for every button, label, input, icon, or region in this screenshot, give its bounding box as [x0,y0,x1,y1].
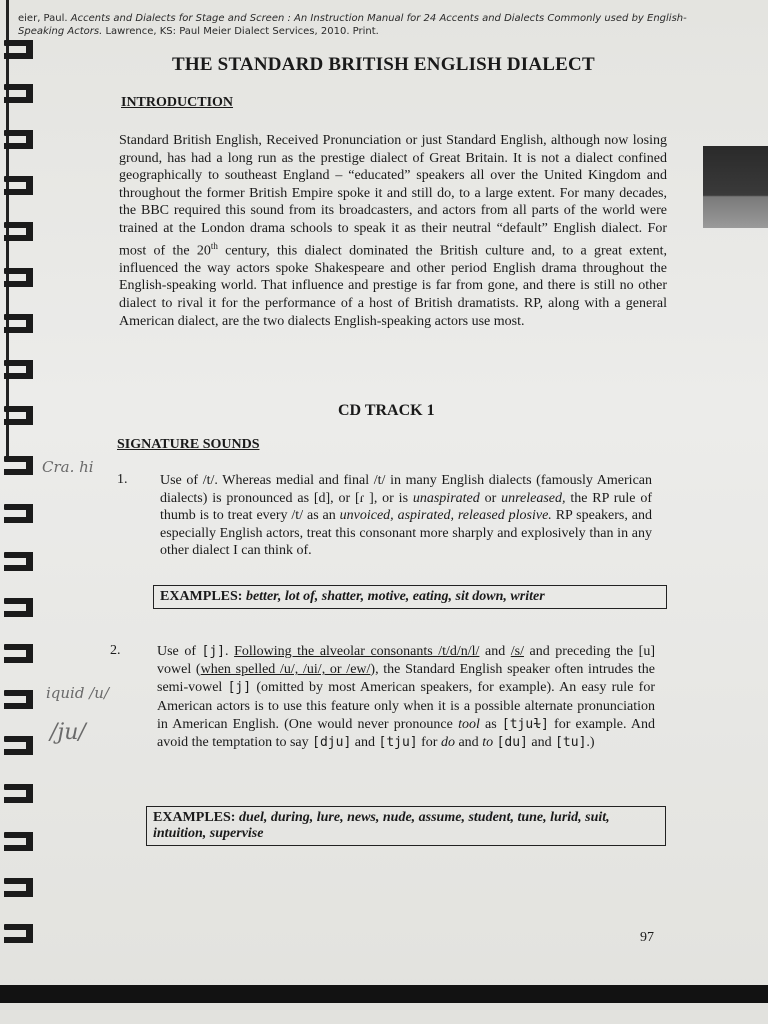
item-number: 2. [110,643,121,658]
binding-ring [4,644,36,664]
examples-box-1 [153,585,667,609]
examples-label: EXAMPLES: [153,810,236,825]
handwritten-note: iquid /u/ [46,684,109,702]
scan-bottom-edge [0,985,768,1003]
binding-ring [4,832,36,852]
page-tab-marker [703,146,768,228]
binding-ring [4,130,36,150]
cd-track-heading: CD TRACK 1 [338,402,435,419]
binding-ring [4,360,36,380]
binding-ring [4,84,36,104]
signature-sound-1-text: Use of /t/. Whereas medial and final /t/ in many English dialects (famously American dialects) is pronounced as [d], or [ɾ ], or is unaspirated or unreleased, the RP rule of thumb is to treat every /t/ as an unvoiced, aspirated, released plosive. RP speakers, and especially English actors, treat this consonant more sharply and explosively than in any other dialect I can think of. [160,473,652,559]
binding-ring [4,222,36,242]
spiral-binding [0,0,40,990]
binding-ring [4,690,36,710]
binding-ring [4,456,36,476]
binding-ring [4,40,36,60]
introduction-paragraph: Standard British English, Received Pronunciation or just Standard English, although now losing ground, has had a long run as the prestige dialect of Great Britain. It is not a dialect confined geographically to southeast England – “educated” speakers all over the United Kingdom and throughout the former British Empire spoke it and still do, to a large extent. For many decades, the BBC required this sound from its broadcasters, and actors from all parts of the world were trained at the London drama schools to speak it as their neutral “default” English dialect. For most of the 20th century, this dialect dominated the British culture and, to a great extent, influenced the way actors spoke Shakespeare and other period English drama throughout the English-speaking world. That influence and prestige is far from gone, and there is still no other dialect to rival it for the performance of a host of British dramatists. RP, along with a general American dialect, are the two dialects English-speaking actors use most. [119,133,667,329]
citation-author: eier, Paul. [18,13,68,24]
introduction-heading: INTRODUCTION [121,95,234,110]
binding-ring [4,176,36,196]
item-number: 1. [117,472,128,487]
binding-ring [4,552,36,572]
citation [18,12,718,38]
citation-book-title: Accents and Dialects for Stage and Screen : An Instruction Manual for 24 Accents and Dialects Commonly used by English-Speaking Actors. [18,13,687,37]
binding-ring [4,924,36,944]
page-number: 97 [640,930,654,945]
binding-ring [4,598,36,618]
binding-ring [4,736,36,756]
binding-ring [4,268,36,288]
binding-ring [4,504,36,524]
binding-ring [4,406,36,426]
examples-words: better, lot of, shatter, motive, eating, sit down, writer [245,589,545,604]
page-title: THE STANDARD BRITISH ENGLISH DIALECT [172,54,595,75]
citation-publisher: Lawrence, KS: Paul Meier Dialect Services, 2010. Print. [105,26,379,37]
examples-label: EXAMPLES: [160,589,243,604]
handwritten-note: Cra. hi [42,458,94,476]
binding-ring [4,878,36,898]
handwritten-note: /ju/ [50,720,86,745]
signature-sound-2-text: Use of [j]. Following the alveolar consonants /t/d/n/l/ and /s/ and preceding the [u] vowel (when spelled /u/, /ui/, or /ew/), the Standard English speaker often intrudes the semi-vowel [j] (omitted by most American speakers, for example). An easy rule for American actors is to use this feature only when it is a possible alternate pronunciation in American English. (One would never pronounce tool as [tjuɫ] for example. And avoid the temptation to say [dju] and [tju] for do and to [du] and [tu].) [157,644,655,751]
examples-words: duel, during, lure, news, nude, assume, student, tune, lurid, suit, intuition, supervise [153,810,610,841]
binding-ring [4,784,36,804]
examples-box-2 [146,806,666,846]
signature-sounds-heading: SIGNATURE SOUNDS [117,437,260,452]
binding-ring [4,314,36,334]
